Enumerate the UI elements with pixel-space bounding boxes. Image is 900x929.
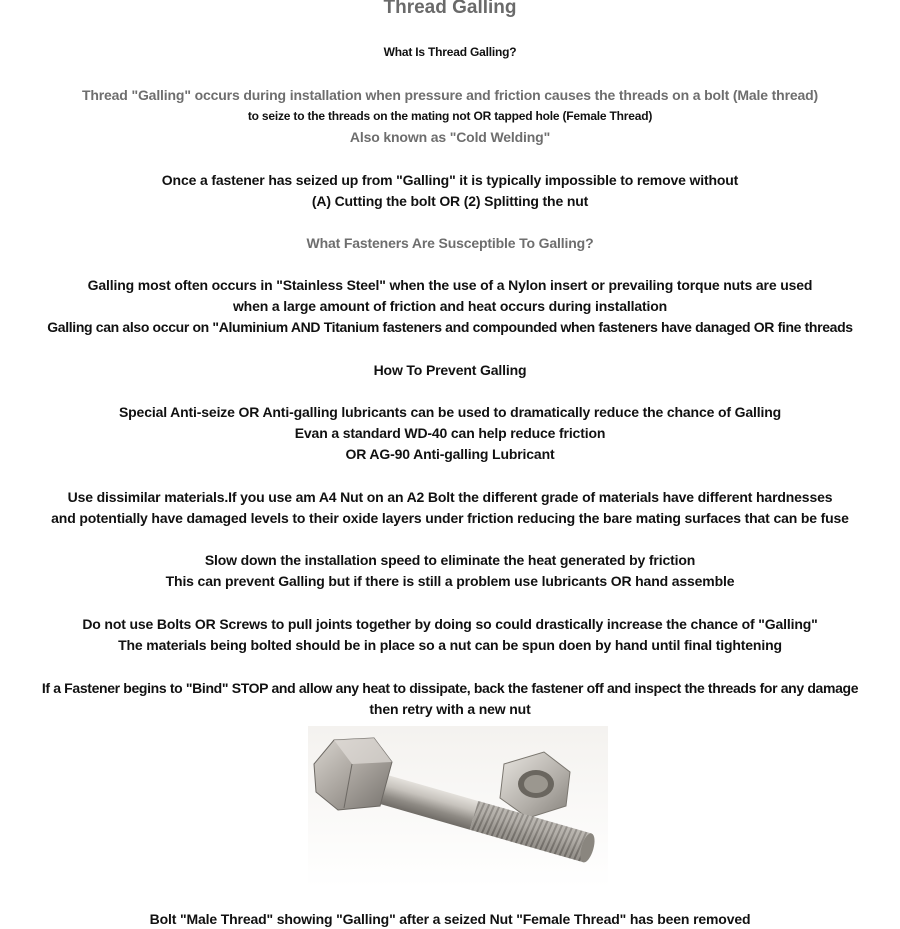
lubricant-line-1: Special Anti-seize OR Anti-galling lubricants can be used to dramatically reduce the chance of Galling — [118, 404, 782, 420]
what-line-2: to seize to the threads on the mating not OR tapped hole (Female Thread) — [247, 109, 653, 123]
susceptible-line-3: Galling can also occur on "Aluminium AND Titanium fasteners and compounded when fasteners have danaged OR fine threads — [47, 319, 853, 335]
prevent-heading: How To Prevent Galling — [373, 362, 527, 378]
materials-line-1: Use dissimilar materials.If you use am A4 Nut on an A2 Bolt the different grade of materials have different hardnesses — [67, 489, 833, 505]
speed-line-2: This can prevent Galling but if there is still a problem use lubricants OR hand assemble — [165, 573, 735, 589]
seized-line-1: Once a fastener has seized up from "Galling" it is typically impossible to remove without — [161, 172, 739, 188]
lubricant-line-3: OR AG-90 Anti-galling Lubricant — [345, 446, 555, 462]
what-heading: What Is Thread Galling? — [383, 45, 517, 59]
what-line-1: Thread "Galling" occurs during installation when pressure and friction causes the threads on a bolt (Male thread) — [81, 87, 819, 103]
what-line-3: Also known as "Cold Welding" — [349, 129, 551, 145]
page-title: Thread Galling — [383, 0, 517, 18]
susceptible-line-2: when a large amount of friction and heat occurs during installation — [232, 298, 668, 314]
galled-bolt-photo — [308, 726, 608, 888]
joints-line-2: The materials being bolted should be in place so a nut can be spun doen by hand until final tightening — [118, 637, 782, 653]
susceptible-line-1: Galling most often occurs in "Stainless Steel" when the use of a Nylon insert or prevailing torque nuts are used — [87, 277, 813, 293]
seized-line-2: (A) Cutting the bolt OR (2) Splitting the nut — [311, 193, 589, 209]
joints-line-1: Do not use Bolts OR Screws to pull joints together by doing so could drastically increase the chance of "Galling" — [82, 616, 818, 632]
photo-caption: Bolt "Male Thread" showing "Galling" after a seized Nut "Female Thread" has been removed — [149, 911, 751, 927]
speed-line-1: Slow down the installation speed to eliminate the heat generated by friction — [204, 552, 696, 568]
lubricant-line-2: Evan a standard WD-40 can help reduce friction — [294, 425, 606, 441]
materials-line-2: and potentially have damaged levels to their oxide layers under friction reducing the bare mating surfaces that can be fuse — [51, 510, 849, 526]
susceptible-heading: What Fasteners Are Susceptible To Galling? — [306, 235, 594, 251]
bind-line-2: then retry with a new nut — [369, 701, 531, 717]
bind-line-1: If a Fastener begins to "Bind" STOP and allow any heat to dissipate, back the fastener off and inspect the threads for any damage — [41, 680, 859, 696]
